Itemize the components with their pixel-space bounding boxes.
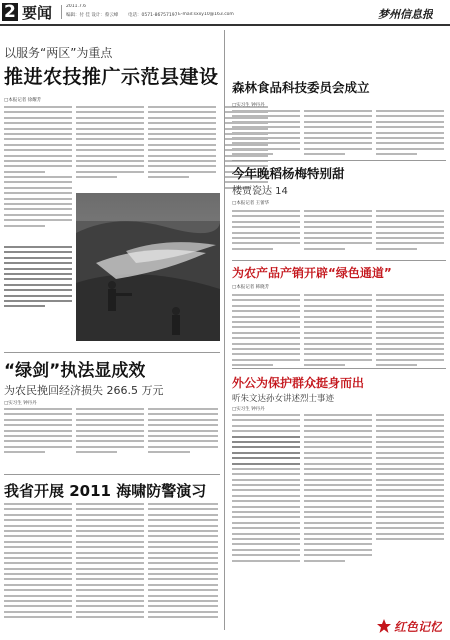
section-divider	[61, 5, 62, 19]
story-green-channel-headline: 为农产品产销开辟“绿色通道”	[232, 266, 392, 280]
green-sword-col-1	[4, 408, 72, 457]
forest-col-3	[376, 110, 444, 159]
column-divider	[224, 30, 225, 630]
left-divider-2	[4, 474, 220, 475]
email-line: E-mail:sxxy10@163.com	[178, 12, 234, 17]
story-green-channel-byline: □本报记者 韩晓芳	[232, 285, 270, 290]
grandpa-col-1-quote	[232, 414, 300, 565]
story-green-sword-byline: □实习生 钟丹丹	[4, 401, 37, 406]
right-divider-2	[232, 260, 446, 261]
right-divider-1	[232, 160, 446, 161]
red-memory-logo	[376, 616, 446, 636]
lead-kicker: 以服务“两区”为重点	[4, 46, 113, 60]
story-forest-byline: □实习生 钟丹丹	[232, 103, 265, 108]
tsunami-col-1	[4, 503, 72, 622]
star-icon	[376, 618, 392, 634]
story-forest-headline: 森林食品科技委员会成立	[232, 80, 370, 95]
right-divider-3	[232, 368, 446, 369]
tsunami-col-2	[76, 503, 144, 622]
story-green-sword-subhead: 为农民挽回经济损失 266.5 万元	[4, 384, 164, 397]
grandpa-col-2	[304, 414, 372, 565]
editors-line: 编辑：付 佳 设计：蔡云峰	[66, 13, 119, 18]
lead-body-col-1	[4, 106, 72, 230]
story-bayberry-headline: 今年晚稻杨梅特别甜	[232, 166, 345, 181]
lead-byline: □本报记者 徐耀芳	[4, 98, 42, 103]
story-bayberry-subhead: 楼贾瓷达 14	[232, 186, 288, 197]
lead-photo-image	[76, 193, 220, 341]
masthead-rule	[0, 24, 450, 26]
lead-body-col-2	[76, 106, 144, 181]
green-channel-col-1	[232, 294, 300, 369]
story-bayberry-byline: □本报记者 王蕾华	[232, 201, 270, 206]
lead-photo	[76, 193, 220, 341]
green-channel-col-2	[304, 294, 372, 369]
story-grandpa-subhead: 听朱文达孙女讲述烈士事迹	[232, 394, 335, 404]
green-sword-col-2	[76, 408, 144, 457]
left-divider-1	[4, 352, 220, 353]
issue-date: 2011.7.6	[66, 4, 87, 9]
phone-line: 电话：0571-86757197	[128, 13, 178, 18]
lead-body-col-3	[148, 106, 216, 181]
masthead	[0, 0, 450, 26]
newspaper-name: 梦州信息报	[378, 8, 433, 21]
page-number: 2	[4, 2, 16, 22]
lead-photo-caption	[4, 246, 72, 311]
logo-text: 红色记忆	[394, 620, 443, 634]
story-grandpa-byline: □实习生 钟丹丹	[232, 407, 265, 412]
lead-headline: 推进农技推广示范县建设	[4, 66, 219, 88]
green-channel-col-3	[376, 294, 444, 369]
story-grandpa-headline: 外公为保护群众挺身而出	[232, 376, 365, 390]
green-sword-col-3	[148, 408, 218, 457]
forest-col-1	[232, 110, 300, 159]
grandpa-col-3	[376, 414, 444, 543]
story-green-sword-headline: “绿剑”执法显成效	[4, 361, 146, 381]
tsunami-col-3	[148, 503, 218, 622]
story-tsunami-headline: 我省开展 2011 海啸防警演习	[4, 482, 207, 500]
bayberry-col-1	[232, 210, 300, 253]
forest-col-2	[304, 110, 372, 159]
bayberry-col-2	[304, 210, 372, 253]
section-title: 要闻	[22, 4, 53, 22]
bayberry-col-3	[376, 210, 444, 253]
